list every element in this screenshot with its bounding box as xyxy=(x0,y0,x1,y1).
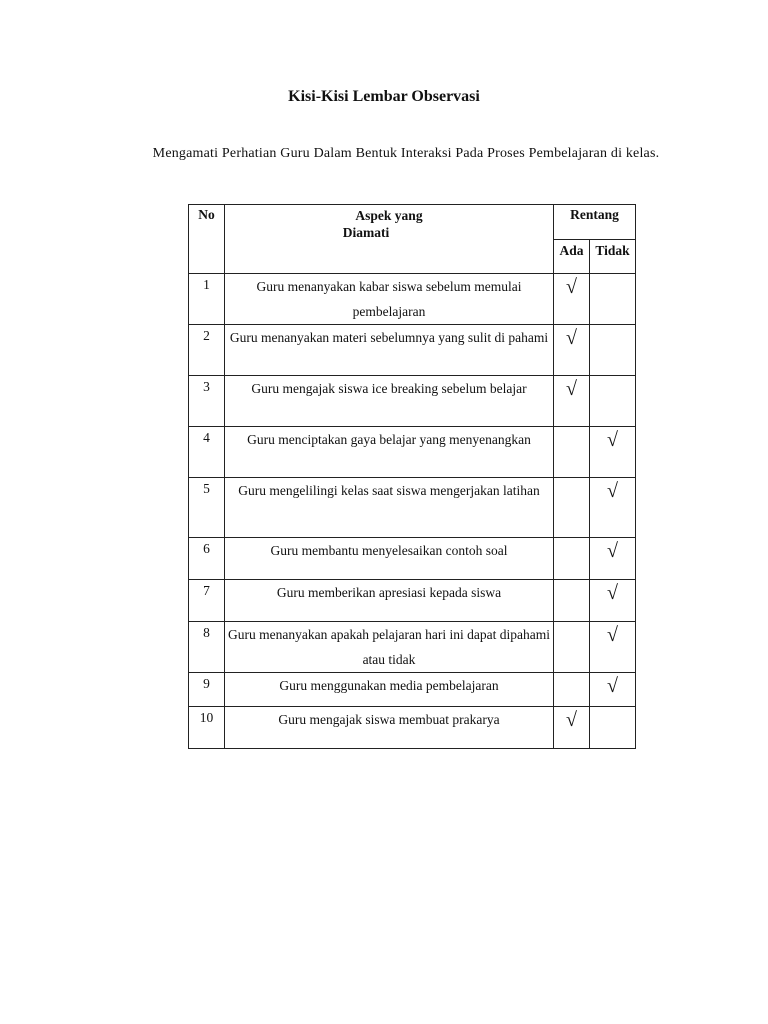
header-aspect xyxy=(225,205,554,274)
row-no-cell xyxy=(590,707,636,749)
row-yes-cell xyxy=(554,707,590,749)
row-aspect: Guru mengajak siswa ice breaking sebelum belajar xyxy=(225,376,554,427)
checkmark-icon: √ xyxy=(607,540,618,562)
checkmark-icon: √ xyxy=(566,378,577,400)
row-number: 3 xyxy=(189,376,225,427)
document-title: Kisi-Kisi Lembar Observasi xyxy=(288,88,480,105)
checkmark-icon: √ xyxy=(566,709,577,731)
row-yes-cell xyxy=(554,580,590,622)
row-number: 9 xyxy=(189,673,225,707)
row-no-cell xyxy=(590,325,636,376)
row-number: 7 xyxy=(189,580,225,622)
row-no-cell xyxy=(590,673,636,707)
row-number: 1 xyxy=(189,274,225,325)
row-no-cell xyxy=(590,622,636,673)
row-number: 10 xyxy=(189,707,225,749)
row-yes-cell xyxy=(554,325,590,376)
row-aspect: Guru membantu menyelesaikan contoh soal xyxy=(225,538,554,580)
checkmark-icon: √ xyxy=(607,429,618,451)
row-aspect: Guru menanyakan apakah pelajaran hari ini dapat dipahami atau tidak xyxy=(225,622,554,673)
checkmark-icon: √ xyxy=(566,276,577,298)
table-row xyxy=(189,622,636,673)
row-yes-cell xyxy=(554,274,590,325)
row-number: 4 xyxy=(189,427,225,478)
row-number: 6 xyxy=(189,538,225,580)
row-no-cell xyxy=(590,580,636,622)
table-row xyxy=(189,325,636,376)
checkmark-icon: √ xyxy=(607,624,618,646)
row-no-cell xyxy=(590,538,636,580)
table-row xyxy=(189,580,636,622)
row-no-cell xyxy=(590,478,636,538)
row-number: 8 xyxy=(189,622,225,673)
checkmark-icon: √ xyxy=(607,480,618,502)
row-no-cell xyxy=(590,376,636,427)
row-aspect: Guru menanyakan materi sebelumnya yang sulit di pahami xyxy=(225,325,554,376)
row-aspect: Guru menciptakan gaya belajar yang menyenangkan xyxy=(225,427,554,478)
table-row xyxy=(189,274,636,325)
table-row xyxy=(189,427,636,478)
table-row xyxy=(189,673,636,707)
row-aspect: Guru menanyakan kabar siswa sebelum memulai pembelajaran xyxy=(225,274,554,325)
header-no: No xyxy=(189,205,225,274)
row-yes-cell xyxy=(554,478,590,538)
observation-table xyxy=(188,204,636,749)
table-row xyxy=(189,478,636,538)
row-yes-cell xyxy=(554,376,590,427)
row-no-cell xyxy=(590,427,636,478)
row-yes-cell xyxy=(554,538,590,580)
checkmark-icon: √ xyxy=(607,582,618,604)
row-aspect: Guru mengelilingi kelas saat siswa mengerjakan latihan xyxy=(225,478,554,538)
header-range: Rentang xyxy=(554,205,636,240)
row-number: 5 xyxy=(189,478,225,538)
row-aspect: Guru menggunakan media pembelajaran xyxy=(225,673,554,707)
row-yes-cell xyxy=(554,673,590,707)
document-subtitle: Mengamati Perhatian Guru Dalam Bentuk Interaksi Pada Proses Pembelajaran di kelas. xyxy=(152,146,660,161)
header-aspect-line1: Aspek yang xyxy=(355,208,423,223)
row-yes-cell xyxy=(554,427,590,478)
row-no-cell xyxy=(590,274,636,325)
row-aspect: Guru mengajak siswa membuat prakarya xyxy=(225,707,554,749)
header-yes: Ada xyxy=(554,240,590,274)
row-aspect: Guru memberikan apresiasi kepada siswa xyxy=(225,580,554,622)
header-aspect-line2: Diamati xyxy=(342,225,390,240)
table-row xyxy=(189,538,636,580)
checkmark-icon: √ xyxy=(566,327,577,349)
header-no-option: Tidak xyxy=(590,240,636,274)
row-number: 2 xyxy=(189,325,225,376)
checkmark-icon: √ xyxy=(607,675,618,697)
table-row xyxy=(189,707,636,749)
row-yes-cell xyxy=(554,622,590,673)
table-row xyxy=(189,376,636,427)
